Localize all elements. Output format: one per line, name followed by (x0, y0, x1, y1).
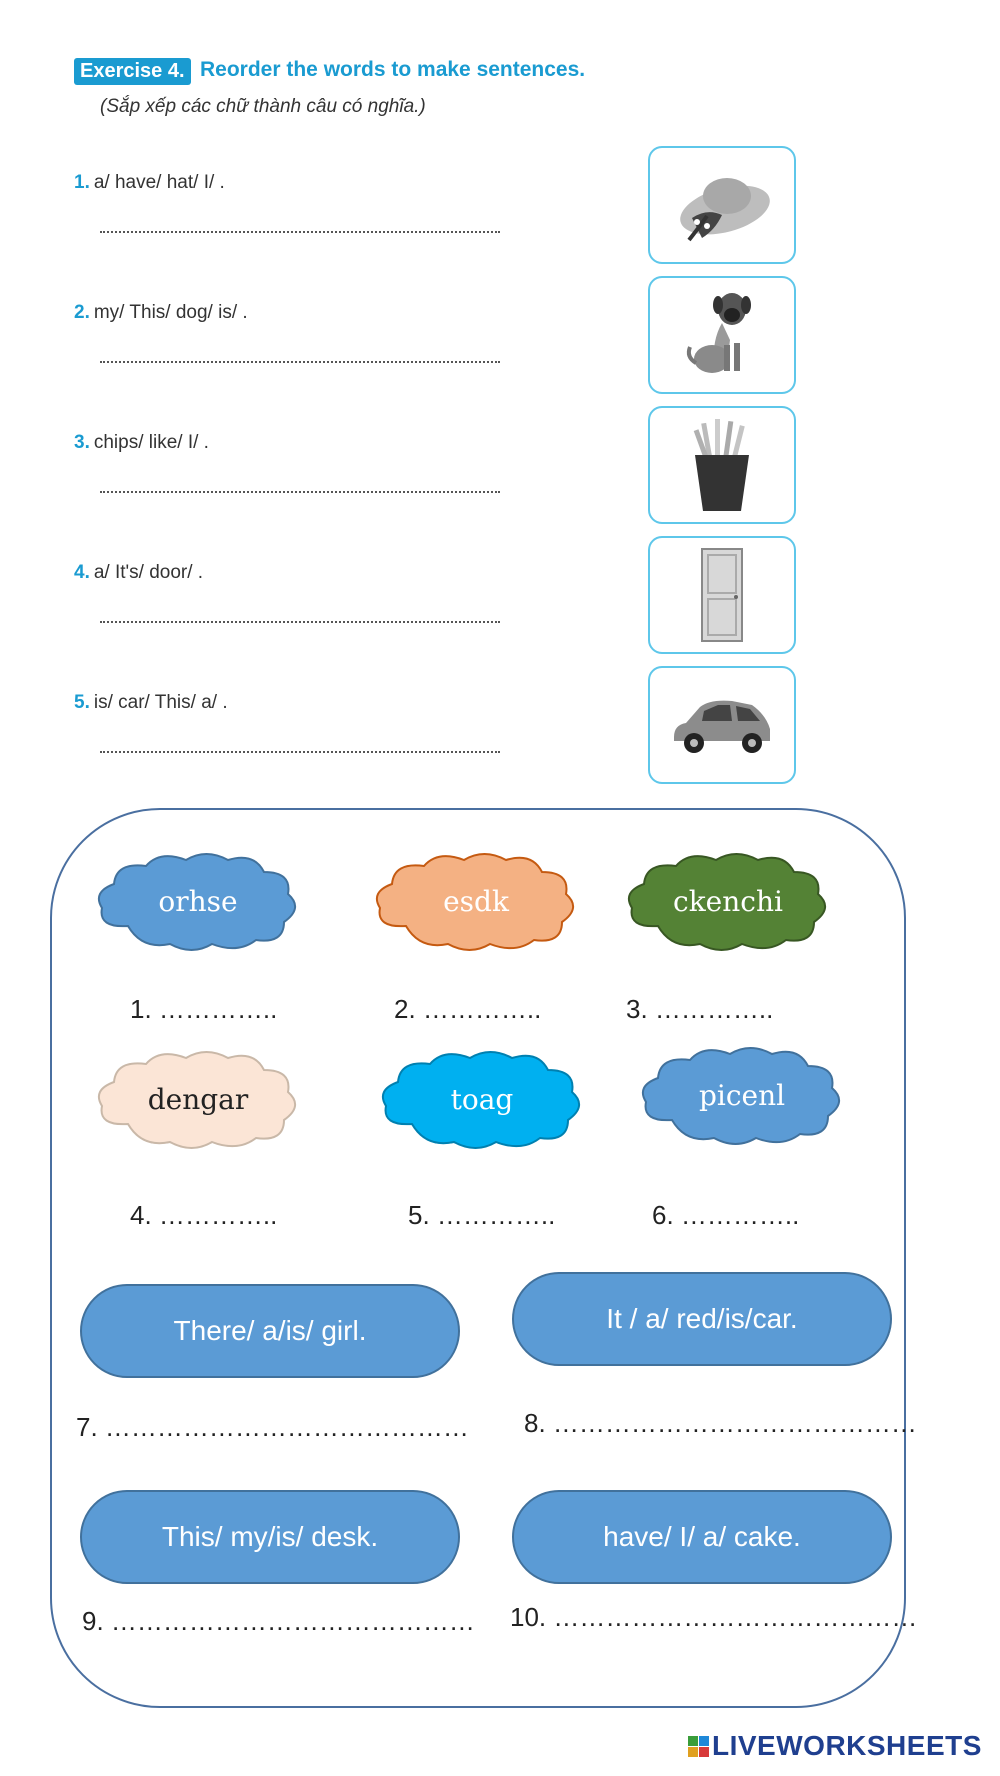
answer-line-2[interactable] (100, 359, 500, 363)
question-text: a/ It's/ door/ . (93, 562, 204, 583)
hat-icon (667, 160, 777, 250)
question-text: chips/ like/ I/ . (93, 432, 209, 453)
car-icon (662, 685, 782, 765)
cloud-answer-5[interactable]: 5. ………….. (408, 1200, 556, 1230)
exercise-badge: Exercise 4. (74, 58, 191, 85)
cloud-answer-3[interactable]: 3. ………….. (626, 994, 774, 1024)
word-cloud-1 (88, 846, 308, 956)
chips-icon (677, 415, 767, 515)
sentence-answer-7[interactable]: 7. …………………………………… (76, 1412, 469, 1442)
word-cloud-4 (88, 1044, 308, 1154)
cloud-answer-1[interactable]: 1. ………….. (130, 994, 278, 1024)
cloud-word: orhse (158, 884, 238, 918)
cloud-word: esdk (443, 884, 509, 918)
question-number: 1. (74, 172, 90, 193)
question-2 (74, 302, 248, 324)
question-3 (74, 432, 209, 454)
cloud-answer-2[interactable]: 2. ………….. (394, 994, 542, 1024)
question-number: 3. (74, 432, 90, 453)
chips-picture (648, 406, 796, 524)
cloud-word: toag (450, 1082, 514, 1116)
hat-picture (648, 146, 796, 264)
brand-name: LIVEWORKSHEETS (712, 1730, 982, 1761)
cloud-answer-4[interactable]: 4. ………….. (130, 1200, 278, 1230)
exercise-title: Reorder the words to make sentences. (200, 58, 586, 81)
question-5 (74, 692, 228, 714)
sentence-answer-9[interactable]: 9. …………………………………… (82, 1606, 475, 1636)
door-picture (648, 536, 796, 654)
question-text: my/ This/ dog/ is/ . (93, 302, 248, 323)
question-number: 4. (74, 562, 90, 583)
question-number: 2. (74, 302, 90, 323)
car-picture (648, 666, 796, 784)
word-cloud-6 (632, 1040, 852, 1150)
liveworksheets-logo-icon (688, 1736, 709, 1757)
answer-line-4[interactable] (100, 619, 500, 623)
sentence-answer-8[interactable]: 8. …………………………………… (524, 1408, 917, 1438)
answer-line-5[interactable] (100, 749, 500, 753)
dog-picture (648, 276, 796, 394)
question-1 (74, 172, 225, 194)
question-text: a/ have/ hat/ I/ . (93, 172, 225, 193)
answer-line-3[interactable] (100, 489, 500, 493)
question-text: is/ car/ This/ a/ . (93, 692, 228, 713)
sentence-answer-10[interactable]: 10. …………………………………… (510, 1602, 918, 1632)
exercise-subtitle: (Sắp xếp các chữ thành câu có nghĩa.) (100, 96, 426, 117)
cloud-word: ckenchi (673, 884, 783, 918)
liveworksheets-brand (688, 1730, 982, 1762)
word-cloud-2 (366, 846, 586, 956)
cloud-word: picenl (698, 1078, 786, 1112)
question-number: 5. (74, 692, 90, 713)
scrambled-sentence-7: There/ a/is/ girl. (80, 1284, 460, 1378)
question-4 (74, 562, 203, 584)
word-cloud-3 (618, 846, 838, 956)
cloud-answer-6[interactable]: 6. ………….. (652, 1200, 800, 1230)
scrambled-sentence-9: This/ my/is/ desk. (80, 1490, 460, 1584)
word-cloud-5 (372, 1044, 592, 1154)
scrambled-sentence-10: have/ I/ a/ cake. (512, 1490, 892, 1584)
cloud-word: dengar (147, 1082, 249, 1116)
answer-line-1[interactable] (100, 229, 500, 233)
scrambled-sentence-8: It / a/ red/is/car. (512, 1272, 892, 1366)
door-icon (692, 545, 752, 645)
dog-icon (672, 285, 772, 385)
